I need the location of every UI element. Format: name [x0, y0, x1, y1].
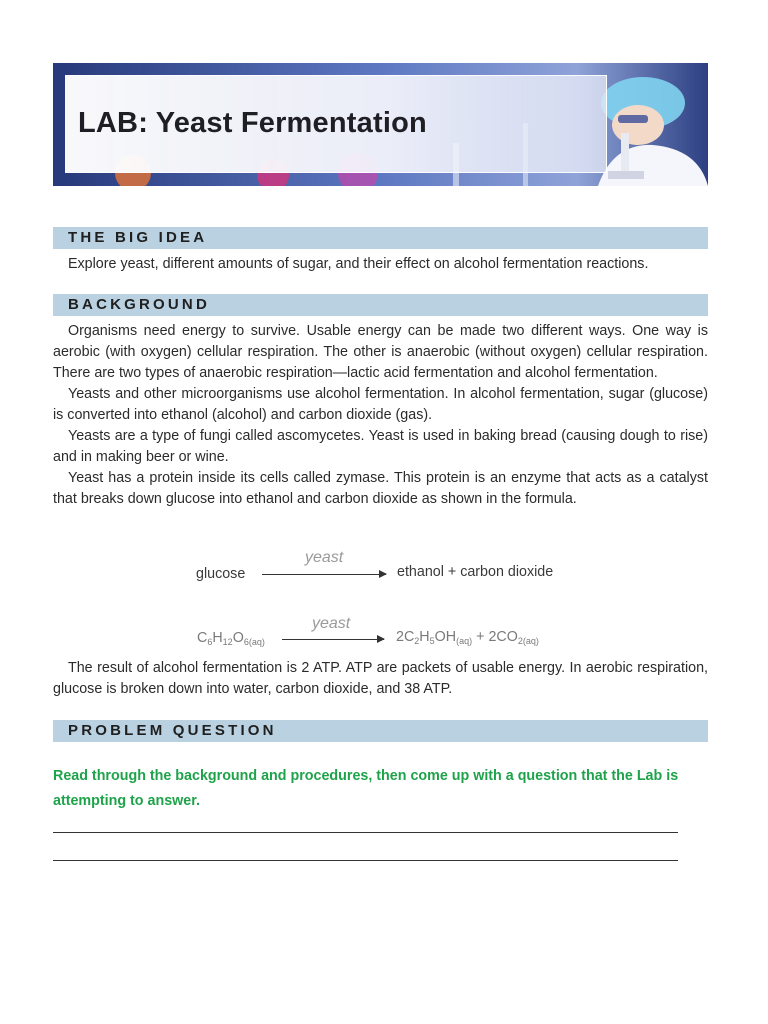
chem-plus: +	[476, 629, 485, 645]
closing-paragraph: The result of alcohol fermentation is 2 ATP. ATP are packets of usable energy. In aerobic respiration, glucose is broken down into water, carbon dioxide, and 38 ATP.	[53, 660, 708, 697]
section-heading-problem-question	[53, 720, 708, 742]
background-paragraph: Yeast has a protein inside its cells called zymase. This protein is an enzyme that acts as a catalyst that breaks down glucose into ethanol and carbon dioxide as shown in the formula.	[53, 470, 708, 507]
chem-reactant	[197, 630, 265, 647]
reaction-arrow	[262, 574, 386, 575]
equation-reactant: glucose	[196, 566, 246, 582]
problem-prompt: Read through the background and procedures, then come up with a question that the Lab is attempting to answer.	[53, 768, 679, 809]
chem-symbol: 2C	[396, 629, 415, 645]
section-heading-background	[53, 294, 708, 316]
closing-text-block	[53, 658, 708, 700]
section-heading-big-idea	[53, 227, 708, 249]
section-heading-label: PROBLEM QUESTION	[68, 722, 277, 739]
chem-symbol: OH	[434, 629, 457, 645]
background-text-block	[53, 321, 708, 510]
chem-catalyst: yeast	[312, 615, 351, 632]
reaction-arrow	[282, 639, 384, 640]
chem-subscript: 2(aq)	[517, 636, 539, 646]
big-idea-text: Explore yeast, different amounts of sugar, and their effect on alcohol fermentation reactions.	[68, 256, 649, 272]
chem-symbol: C	[197, 630, 208, 646]
chem-subscript: 2	[414, 636, 420, 646]
chem-symbol: H	[419, 629, 430, 645]
answer-line[interactable]	[53, 860, 678, 861]
chem-subscript: 5	[429, 636, 435, 646]
section-heading-label: BACKGROUND	[68, 296, 210, 313]
chem-products	[396, 629, 539, 646]
chem-symbol: 2CO	[488, 629, 518, 645]
answer-line[interactable]	[53, 832, 678, 833]
equation-catalyst: yeast	[305, 549, 344, 566]
big-idea-text-block	[53, 254, 708, 275]
background-paragraph: Yeasts and other microorganisms use alcohol fermentation. In alcohol fermentation, sugar (glucose) is converted into ethanol (alcohol) and carbon dioxide (gas).	[53, 386, 708, 423]
chem-subscript: 12	[222, 637, 233, 647]
chem-symbol: H	[212, 630, 223, 646]
chem-subscript: 6	[207, 637, 213, 647]
chem-symbol: O	[232, 630, 244, 646]
page-title: LAB: Yeast Fermentation	[78, 107, 427, 139]
header-banner	[53, 63, 708, 186]
chem-subscript: (aq)	[456, 636, 473, 646]
section-heading-label: THE BIG IDEA	[68, 229, 208, 246]
background-paragraph: Organisms need energy to survive. Usable energy can be made two different ways. One way is aerobic (with oxygen) cellular respiration. The other is anaerobic (without oxygen) cellular respiration. There are two types of anaerobic respiration—lactic acid fermentation and alcohol fermentation.	[53, 323, 708, 381]
chem-subscript: 6(aq)	[243, 637, 265, 647]
background-paragraph: Yeasts are a type of fungi called ascomycetes. Yeast is used in baking bread (causing dough to rise) and in making beer or wine.	[53, 428, 708, 465]
equation-products: ethanol + carbon dioxide	[397, 564, 554, 580]
